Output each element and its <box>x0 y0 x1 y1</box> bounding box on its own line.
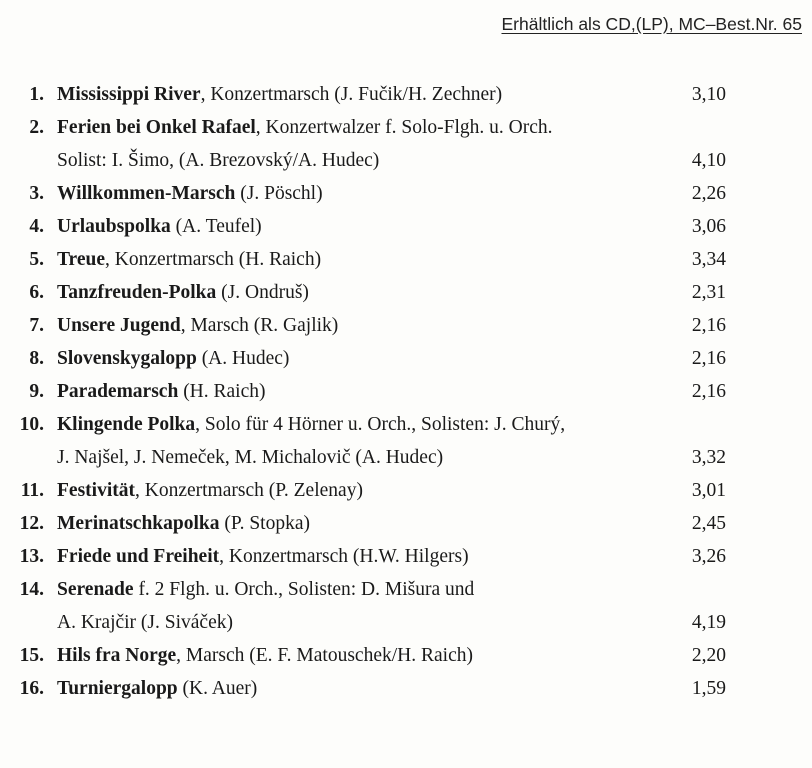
track-title: Friede und Freiheit <box>57 546 220 567</box>
track-number: 1. <box>29 84 44 105</box>
track-text <box>57 408 565 441</box>
track-description-continued: J. Najšel, J. Nemeček, M. Michalovič (A. Hudec) <box>57 447 444 468</box>
track-text <box>57 243 321 276</box>
track-item <box>0 375 812 408</box>
track-item <box>0 78 812 111</box>
track-title: Klingende Polka <box>57 414 196 435</box>
track-text <box>57 177 323 210</box>
track-description: (J. Ondruš) <box>216 282 309 303</box>
track-description: (P. Stopka) <box>219 513 310 534</box>
track-number: 11. <box>20 480 44 501</box>
track-title: Hils fra Norge <box>57 645 177 666</box>
track-duration: 3,06 <box>691 216 726 237</box>
track-duration: 3,26 <box>691 546 726 567</box>
track-description: (H. Raich) <box>178 381 266 402</box>
track-item <box>0 474 812 507</box>
track-duration: 3,10 <box>691 84 726 105</box>
track-item <box>0 507 812 540</box>
track-item <box>0 573 812 639</box>
track-description-continued: Solist: I. Šimo, (A. Brezovský/A. Hudec) <box>57 150 380 171</box>
track-item <box>0 276 812 309</box>
track-number: 4. <box>29 216 44 237</box>
track-line <box>0 342 812 375</box>
track-number: 3. <box>29 183 44 204</box>
track-item <box>0 540 812 573</box>
track-text <box>57 573 474 606</box>
track-item <box>0 309 812 342</box>
track-description: (J. Pöschl) <box>235 183 323 204</box>
track-duration: 4,19 <box>691 612 726 633</box>
track-title: Festivität <box>57 480 135 501</box>
track-number: 16. <box>19 678 44 699</box>
track-line <box>0 507 812 540</box>
track-duration: 3,32 <box>691 447 726 468</box>
track-number: 8. <box>29 348 44 369</box>
track-line <box>0 375 812 408</box>
track-line <box>0 276 812 309</box>
track-title: Treue <box>57 249 106 270</box>
track-duration: 3,01 <box>691 480 726 501</box>
track-line <box>0 177 812 210</box>
track-item <box>0 342 812 375</box>
track-list <box>0 78 812 705</box>
track-number: 13. <box>19 546 44 567</box>
track-line-continued <box>0 144 812 177</box>
track-number: 15. <box>19 645 44 666</box>
track-title: Unsere Jugend <box>57 315 181 336</box>
track-description: , Konzertmarsch (H. Raich) <box>105 249 322 270</box>
track-number: 6. <box>29 282 44 303</box>
track-duration: 1,59 <box>691 678 726 699</box>
track-duration: 2,16 <box>691 315 726 336</box>
track-description: , Marsch (R. Gajlik) <box>180 315 339 336</box>
track-title: Merinatschkapolka <box>57 513 220 534</box>
track-item <box>0 408 812 474</box>
track-title: Ferien bei Onkel Rafael <box>57 117 256 138</box>
track-line <box>0 111 812 144</box>
track-text <box>57 474 363 507</box>
track-item <box>0 639 812 672</box>
track-description: , Konzertmarsch (P. Zelenay) <box>134 480 363 501</box>
track-text <box>57 507 310 540</box>
track-line <box>0 243 812 276</box>
track-text <box>57 639 473 672</box>
track-number: 14. <box>19 579 44 600</box>
track-description-continued: A. Krajčir (J. Siváček) <box>57 612 233 633</box>
track-description: f. 2 Flgh. u. Orch., Solisten: D. Mišura und <box>133 579 475 600</box>
track-description: , Konzertmarsch (J. Fučik/H. Zechner) <box>200 84 503 105</box>
track-text <box>57 375 266 408</box>
track-description: (K. Auer) <box>177 678 258 699</box>
track-text <box>57 111 553 144</box>
track-number: 9. <box>29 381 44 402</box>
track-item <box>0 672 812 705</box>
track-line <box>0 408 812 441</box>
track-item <box>0 177 812 210</box>
track-text <box>57 672 257 705</box>
track-line-continued <box>0 441 812 474</box>
track-title: Urlaubspolka <box>57 216 171 237</box>
track-item <box>0 243 812 276</box>
track-text <box>57 309 338 342</box>
track-title: Parademarsch <box>57 381 179 402</box>
track-duration: 2,20 <box>691 645 726 666</box>
track-duration: 2,31 <box>691 282 726 303</box>
track-title: Tanzfreuden-Polka <box>57 282 217 303</box>
track-number: 12. <box>19 513 44 534</box>
track-item <box>0 210 812 243</box>
track-description: , Konzertwalzer f. Solo-Flgh. u. Orch. <box>255 117 553 138</box>
track-number: 2. <box>29 117 44 138</box>
track-text <box>57 342 289 375</box>
track-duration: 2,45 <box>691 513 726 534</box>
track-line <box>0 573 812 606</box>
track-description: , Konzertmarsch (H.W. Hilgers) <box>219 546 469 567</box>
track-line <box>0 474 812 507</box>
track-title: Mississippi River <box>57 84 201 105</box>
track-number: 10. <box>19 414 44 435</box>
availability-note: Erhältlich als CD,(LP), MC–Best.Nr. 65 <box>501 14 802 34</box>
track-title: Serenade <box>57 579 134 600</box>
track-duration: 3,34 <box>691 249 726 270</box>
track-item <box>0 111 812 177</box>
track-number: 7. <box>29 315 44 336</box>
track-title: Willkommen-Marsch <box>57 183 236 204</box>
track-duration: 4,10 <box>691 150 726 171</box>
track-description: , Marsch (E. F. Matouschek/H. Raich) <box>176 645 473 666</box>
track-number: 5. <box>29 249 44 270</box>
track-line <box>0 639 812 672</box>
track-line <box>0 309 812 342</box>
track-description: (A. Hudec) <box>196 348 290 369</box>
track-duration: 2,16 <box>691 381 726 402</box>
track-duration: 2,16 <box>691 348 726 369</box>
track-description: , Solo für 4 Hörner u. Orch., Solisten: J. Churý, <box>195 414 566 435</box>
track-duration: 2,26 <box>691 183 726 204</box>
track-line <box>0 210 812 243</box>
track-description: (A. Teufel) <box>170 216 262 237</box>
track-text <box>57 276 309 309</box>
track-line-continued <box>0 606 812 639</box>
track-text <box>57 540 469 573</box>
track-line <box>0 672 812 705</box>
track-title: Slovenskygalopp <box>57 348 197 369</box>
track-text <box>57 78 502 111</box>
track-text <box>57 210 262 243</box>
track-title: Turniergalopp <box>57 678 178 699</box>
track-line <box>0 540 812 573</box>
track-line <box>0 78 812 111</box>
